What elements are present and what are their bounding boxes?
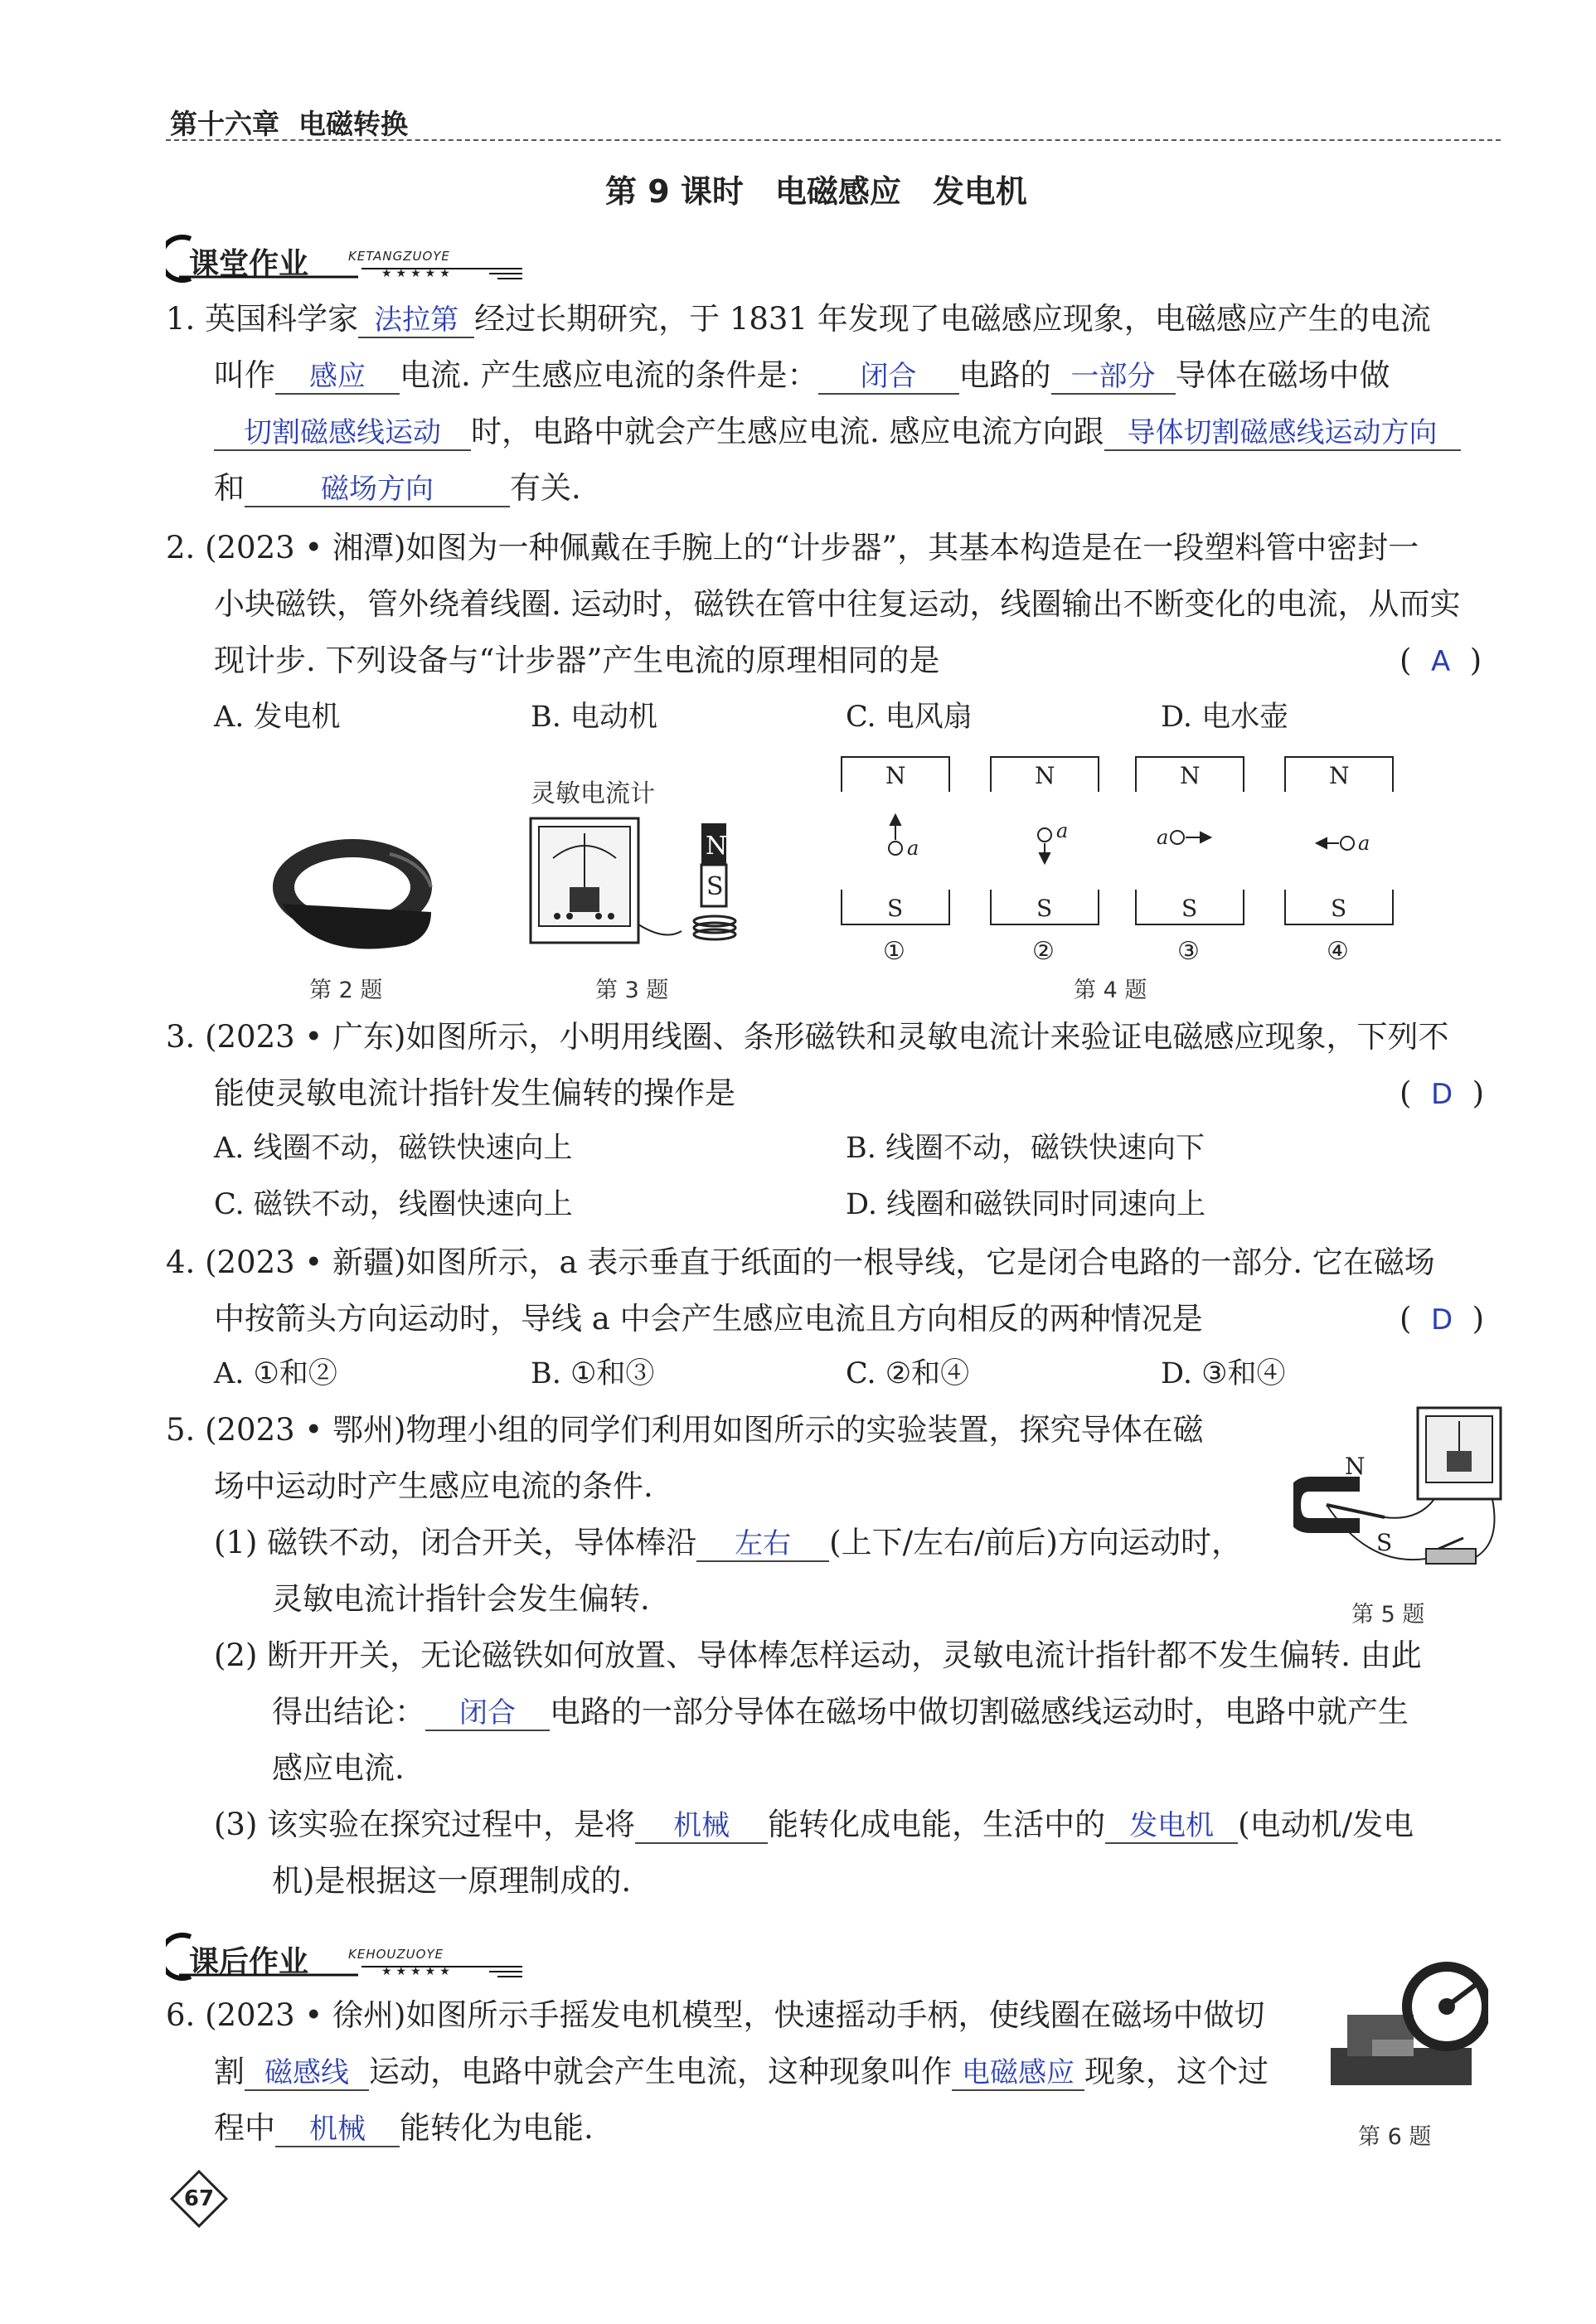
fig4-wire-a-1: a <box>907 837 919 860</box>
fig4-wire-a-3: a <box>1157 826 1169 849</box>
fig4-num-2: ② <box>1032 937 1055 966</box>
q4-answer-bracket: ( D ) <box>1400 1301 1485 1337</box>
fig4-s-1: S <box>887 895 904 922</box>
chapter-number: 第十六章 <box>170 108 279 140</box>
q5-sub3: (3) 该实验在探究过程中，是将 机械 能转化成电能，生活中的 发电机 (电动机/发电 <box>214 1809 1414 1844</box>
homework-sub: KEHOUZUOYE <box>348 1947 444 1962</box>
fig4-n-2: N <box>1035 762 1055 789</box>
q6-line3: 程中 机械 能转化为电能. <box>214 2113 594 2147</box>
q5-line2: 场中运动时产生感应电流的条件. <box>214 1468 653 1504</box>
header-divider <box>166 139 1501 141</box>
fig4-s-4: S <box>1331 895 1347 922</box>
fig4-n-1: N <box>885 762 906 789</box>
q1-answer-7: 磁场方向 <box>245 473 510 507</box>
q2-option-c: C. 电风扇 <box>846 701 973 734</box>
q5-answer-4: 发电机 <box>1105 1810 1238 1844</box>
classwork-banner <box>166 224 531 290</box>
q5-sub1: (1) 磁铁不动，闭合开关，导体棒沿 左右 (上下/左右/前后)方向运动时， <box>214 1527 1242 1562</box>
q3-option-d: D. 线圈和磁铁同时同速向上 <box>846 1188 1206 1221</box>
q3-option-b: B. 线圈不动，磁铁快速向下 <box>846 1132 1205 1165</box>
q3-option-c: C. 磁铁不动，线圈快速向上 <box>214 1188 573 1221</box>
q2-option-b: B. 电动机 <box>531 701 657 734</box>
classwork-label: 课堂作业 <box>189 247 309 281</box>
fig4-num-3: ③ <box>1177 937 1200 966</box>
q1-line4: 和 磁场方向 有关. <box>214 473 581 507</box>
q6-answer-1: 磁感线 <box>245 2057 369 2091</box>
classwork-stars: ★★★★★ <box>381 267 454 280</box>
q3-answer-bracket: ( D ) <box>1400 1075 1485 1111</box>
q5-answer-1: 左右 <box>696 1528 829 1562</box>
q1-answer-6: 导体切割磁感线运动方向 <box>1104 417 1461 451</box>
q4-answer: D <box>1430 1303 1453 1337</box>
homework-banner <box>166 1922 531 1988</box>
q5-sub3-cont: 机)是根据这一原理制成的. <box>272 1863 632 1899</box>
q1-answer-2: 感应 <box>275 361 400 395</box>
q4-line1: 4. (2023 • 新疆)如图所示，a 表示垂直于纸面的一根导线，它是闭合电路的一部分. 它在磁场 <box>166 1244 1435 1280</box>
wire-motion-figure <box>837 750 1409 966</box>
q1-answer-5: 切割磁感线运动 <box>214 417 471 451</box>
q2-answer: A <box>1430 645 1451 678</box>
classwork-sub: KETANGZUOYE <box>348 249 450 264</box>
galvanometer-coil-figure <box>524 808 740 958</box>
q2-line3: 现计步. 下列设备与“计步器”产生电流的原理相同的是 <box>214 643 940 678</box>
q5-answer-2: 闭合 <box>425 1697 550 1731</box>
hand-crank-generator-figure <box>1322 1957 1488 2098</box>
q4-option-c: C. ②和④ <box>846 1357 970 1390</box>
fig4-num-1: ① <box>883 937 905 966</box>
q3-option-a: A. 线圈不动，磁铁快速向上 <box>214 1132 573 1165</box>
fig5-caption: 第 5 题 <box>1351 1602 1425 1628</box>
q1-line2: 叫作 感应 电流. 产生感应电流的条件是： 闭合 电路的 一部分 导体在磁场中做 <box>214 360 1390 395</box>
page-number-badge <box>170 2170 228 2228</box>
q1-line3: 切割磁感线运动 时，电路中就会产生感应电流. 感应电流方向跟 导体切割磁感线运动方向 <box>214 416 1461 451</box>
q6-answer-3: 机械 <box>275 2113 400 2147</box>
fig4-num-4: ④ <box>1327 937 1349 966</box>
homework-stars: ★★★★★ <box>381 1965 454 1978</box>
q6-answer-2: 电磁感应 <box>952 2057 1084 2091</box>
fig4-caption: 第 4 题 <box>1074 978 1147 1003</box>
fig4-s-2: S <box>1036 895 1053 922</box>
page-number: 67 <box>183 2186 215 2211</box>
q2-option-a: A. 发电机 <box>214 701 341 734</box>
q4-option-b: B. ①和③ <box>531 1357 655 1390</box>
q5-sub2-cont: 得出结论： 闭合 电路的一部分导体在磁场中做切割磁感线运动时，电路中就产生 <box>272 1696 1409 1731</box>
lesson-title: 第 9 课时 电磁感应 发电机 <box>605 173 1027 210</box>
q4-line2: 中按箭头方向运动时，导线 a 中会产生感应电流且方向相反的两种情况是 <box>214 1301 1203 1337</box>
q2-line2: 小块磁铁，管外绕着线圈. 运动时，磁铁在管中往复运动，线圈输出不断变化的电流，从而实 <box>214 586 1461 622</box>
q3-line2: 能使灵敏电流计指针发生偏转的操作是 <box>214 1075 735 1111</box>
fig3-label: 灵敏电流计 <box>531 779 655 808</box>
pedometer-wristband-figure <box>265 821 439 966</box>
fig6-caption: 第 6 题 <box>1358 2124 1432 2150</box>
fig2-caption: 第 2 题 <box>309 978 383 1003</box>
q2-answer-bracket: ( A ) <box>1400 643 1482 678</box>
fig3-pole-s: S <box>706 872 724 901</box>
q5-sub1-cont: 灵敏电流计指针会发生偏转. <box>272 1581 650 1617</box>
fig4-s-3: S <box>1181 895 1198 922</box>
q2-line1: 2. (2023 • 湘潭)如图为一种佩戴在手腕上的“计步器”，其基本构造是在一段塑料管中密封一 <box>166 530 1419 565</box>
q3-line1: 3. (2023 • 广东)如图所示，小明用线圈、条形磁铁和灵敏电流计来验证电磁感应现象，下列不 <box>166 1019 1449 1055</box>
fig3-pole-n: N <box>706 832 728 861</box>
q6-line1: 6. (2023 • 徐州)如图所示手摇发电机模型，快速摇动手柄，使线圈在磁场中做切 <box>166 1997 1265 2033</box>
induction-apparatus-figure <box>1293 1401 1509 1592</box>
q1-answer-1: 法拉第 <box>358 304 474 338</box>
q1-answer-4: 一部分 <box>1051 361 1176 395</box>
fig4-n-3: N <box>1180 762 1201 789</box>
fig5-pole-n: N <box>1345 1453 1366 1480</box>
q4-option-a: A. ①和② <box>214 1357 337 1390</box>
q1-answer-3: 闭合 <box>818 361 959 395</box>
q1-line1: 1. 英国科学家 法拉第 经过长期研究，于 1831 年发现了电磁感应现象，电磁感应产生的电流 <box>166 303 1431 338</box>
chapter-title: 电磁转换 <box>298 108 408 140</box>
q6-line2: 割 磁感线 运动，电路中就会产生电流，这种现象叫作 电磁感应 现象，这个过 <box>214 2056 1269 2091</box>
chapter-header <box>170 103 408 142</box>
q5-sub2: (2) 断开开关，无论磁铁如何放置、导体棒怎样运动，灵敏电流计指针都不发生偏转. 由此 <box>214 1637 1422 1673</box>
q5-answer-3: 机械 <box>635 1810 768 1844</box>
fig3-caption: 第 3 题 <box>595 978 669 1003</box>
homework-label: 课后作业 <box>189 1945 309 1979</box>
q2-option-d: D. 电水壶 <box>1161 701 1289 734</box>
q5-line1: 5. (2023 • 鄂州)物理小组的同学们利用如图所示的实验装置，探究导体在磁 <box>166 1412 1204 1448</box>
q4-option-d: D. ③和④ <box>1161 1357 1286 1390</box>
fig4-wire-a-2: a <box>1056 819 1069 842</box>
fig5-pole-s: S <box>1376 1529 1393 1556</box>
q3-answer: D <box>1430 1078 1453 1111</box>
q5-sub2-end: 感应电流. <box>272 1750 405 1786</box>
fig4-wire-a-4: a <box>1358 832 1370 855</box>
fig4-n-4: N <box>1329 762 1350 789</box>
